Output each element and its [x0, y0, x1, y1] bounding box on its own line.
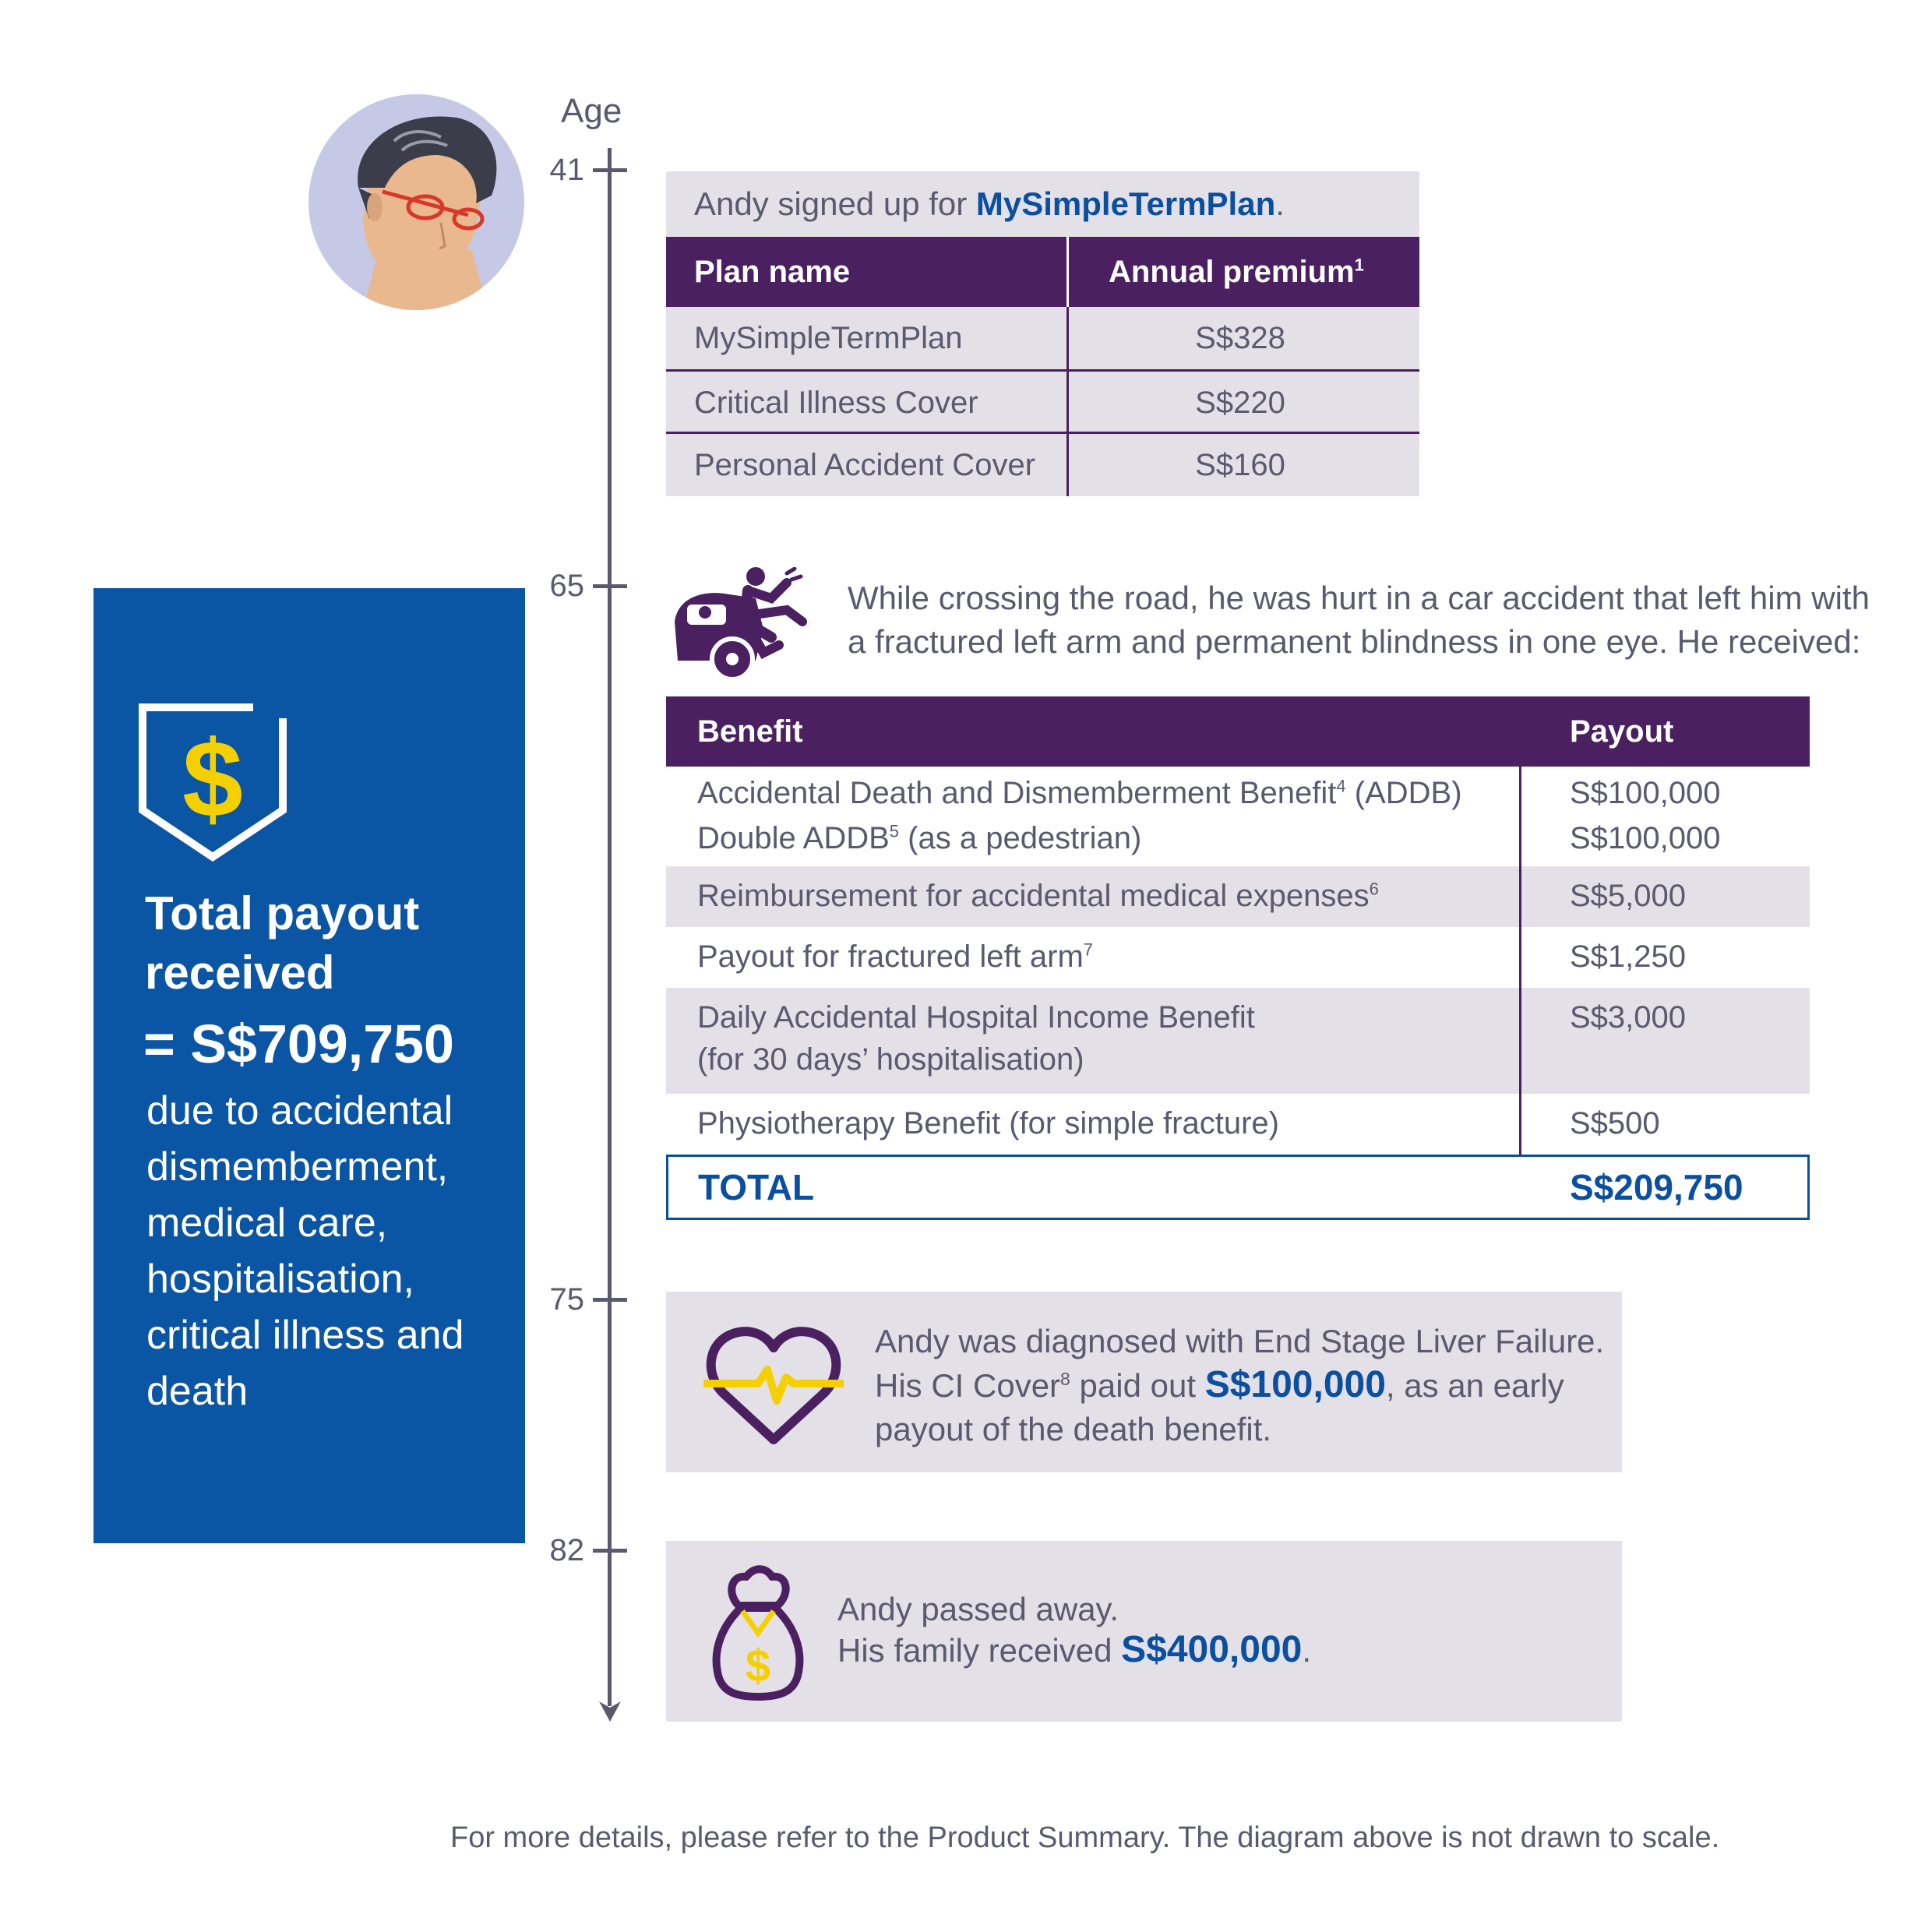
- timeline-arrow-icon: [596, 1698, 624, 1722]
- header-payout: Payout: [1570, 714, 1674, 749]
- plan-table-header: [666, 237, 1419, 307]
- header-benefit: Benefit: [697, 714, 803, 749]
- svg-text:$: $: [182, 717, 243, 840]
- critical-illness-box: Andy was diagnosed with End Stage Liver Failure. His CI Cover$^8$ paid out S$100,000, as an early payout of the death benefit.: [666, 1292, 1622, 1472]
- header-plan-name: Plan name: [694, 255, 851, 289]
- benefit-row: Accidental Death and Dismemberment Benefit$^4$ (ADDB) Double ADDB$^5$ (as a pedestrian) S$100,000 S$100,000: [666, 767, 1810, 866]
- summary-title: Total payout received: [145, 887, 420, 999]
- svg-text:$: $: [745, 1641, 771, 1691]
- car-accident-icon: [670, 567, 818, 684]
- death-benefit-box: $ Andy passed away. His family received S$400,000.: [666, 1541, 1622, 1722]
- tick-mark-75: [593, 1298, 627, 1302]
- accident-description: While crossing the road, he was hurt in a car accident that left him with a fractured left arm and permanent blindness in one eye. He received:: [848, 580, 1870, 660]
- tick-mark-65: [593, 584, 627, 588]
- tick-label-65: 65: [549, 569, 584, 603]
- benefit-table-header: [666, 696, 1810, 767]
- plan-intro: Andy signed up for MySimpleTermPlan.: [666, 171, 1419, 237]
- summary-amount: = S$709,750: [143, 1014, 454, 1074]
- benefit-row: Daily Accidental Hospital Income Benefit (for 30 days’ hospitalisation) S$3,000: [666, 988, 1810, 1094]
- summary-panel: [93, 588, 525, 1543]
- tick-label-41: 41: [549, 153, 584, 187]
- man-with-glasses-icon: [308, 94, 524, 310]
- avatar: [308, 94, 524, 310]
- timeline-line: [608, 148, 612, 1706]
- plan-row: Critical Illness Cover S$220: [666, 372, 1419, 434]
- tick-label-75: 75: [549, 1282, 584, 1317]
- shield-dollar-icon: [136, 701, 289, 866]
- summary-description: due to accidental dismemberment, medical care, hospitalisation, critical illness and death: [146, 1088, 464, 1414]
- header-annual-premium: Annual premium$^1$: [1109, 255, 1364, 289]
- plan-name-highlight: MySimpleTermPlan: [975, 185, 1276, 222]
- heartbeat-icon: [703, 1323, 844, 1447]
- column-divider: [1066, 307, 1069, 496]
- benefit-row: Reimbursement for accidental medical expenses$^6$ S$5,000: [666, 866, 1810, 927]
- plan-row: MySimpleTermPlan S$328: [666, 307, 1419, 369]
- tick-label-82: 82: [549, 1533, 584, 1567]
- total-value: S$209,750: [1570, 1167, 1743, 1208]
- benefit-row: Payout for fractured left arm$^7$ S$1,250: [666, 927, 1810, 988]
- footnote: For more details, please refer to the Product Summary. The diagram above is not drawn to scale.: [450, 1821, 1720, 1854]
- ci-payout-amount: S$100,000: [1204, 1364, 1386, 1405]
- death-payout-amount: S$400,000: [1121, 1629, 1303, 1670]
- plan-row: Personal Accident Cover S$160: [666, 434, 1419, 496]
- axis-title: Age: [561, 92, 622, 130]
- tick-mark-82: [593, 1549, 627, 1553]
- column-divider: [1519, 696, 1521, 1155]
- money-bag-icon: [711, 1563, 805, 1703]
- benefit-row: Physiotherapy Benefit (for simple fracture) S$500: [666, 1094, 1810, 1155]
- tick-mark-41: [593, 168, 627, 172]
- total-label: TOTAL: [698, 1167, 815, 1208]
- total-row: [666, 1155, 1810, 1220]
